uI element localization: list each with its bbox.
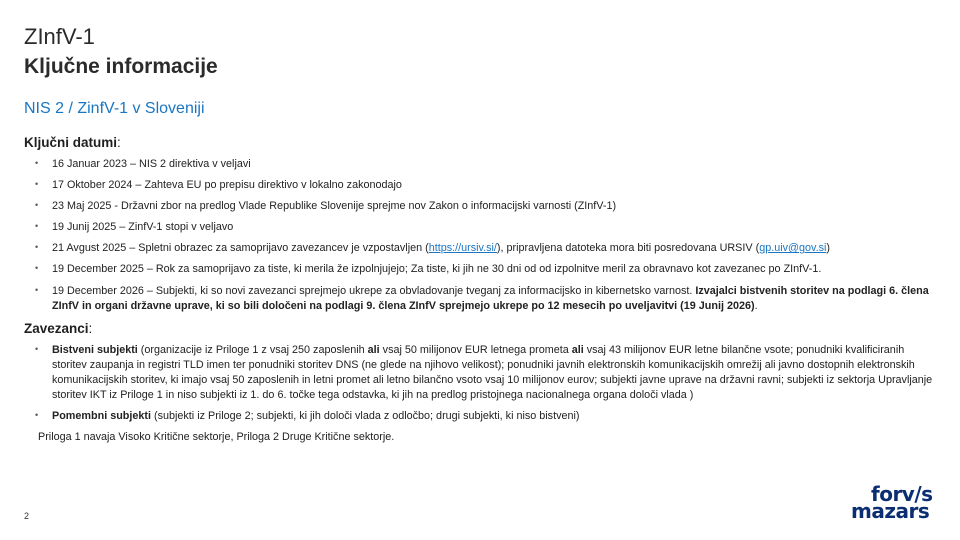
key-dates-list [24,157,936,314]
page-subtitle: Ključne informacije [24,55,218,78]
obligated-heading: Zavezanci: [24,320,93,336]
logo-line-1: forv/s [871,482,933,506]
email-link[interactable]: gp.uiv@gov.si [759,242,827,255]
logo-line-2: mazars [851,499,930,523]
annex-note: Priloga 1 navaja Visoko Kritične sektorje, Priloga 2 Druge Kritične sektorje. [38,431,395,444]
list-item: • Pomembni subjekti (subjekti iz Priloge 2; subjekti, ki jih določi vlada z odločbo; drugi subjekti, ki niso bistveni) [24,409,936,424]
page-number: 2 [24,511,30,521]
list-item: • 21 Avgust 2025 – Spletni obrazec za samoprijavo zavezancev je vzpostavljen (https://ursiv.si/), pripravljena datoteka mora biti posredovana URSIV (gp.uiv@gov.si) [24,241,936,256]
forvis-mazars-logo [851,482,937,523]
list-item: • 19 December 2025 – Rok za samoprijavo za tiste, ki merila že izpolnjujejo; Za tiste, ki jih ne 30 dni od od izpolnitve meril za obravnavo kot zavezanec po ZInfV-1. [24,262,936,277]
ursiv-link[interactable]: https://ursiv.si/ [428,242,497,255]
list-item: • 23 Maj 2025 - Državni zbor na predlog Vlade Republike Slovenije sprejme nov Zakon o informacijski varnosti (ZInfV-1) [24,199,936,214]
section-title: NIS 2 / ZinfV-1 v Sloveniji [24,100,205,117]
page-title: ZInfV-1 [24,24,95,49]
list-item: • 19 December 2026 – Subjekti, ki so novi zavezanci sprejmejo ukrepe za obvladovanje tveganj za informacijsko in kibernetsko varnost. Izvajalci bistvenih storitev na podlagi 6. člena ZInfV in organi državne uprave, ki so bili določeni na podlagi 9. člena ZInfV sprejmejo ukrepe po 12 mesecih po uveljavitvi (19 Junij 2026). [24,284,936,314]
obligated-list [24,343,936,425]
list-item: • Bistveni subjekti (organizacije iz Priloge 1 z vsaj 250 zaposlenih ali vsaj 50 milijonov EUR letnega prometa ali vsaj 43 milijonov EUR letne bilančne vsote; ponudniki kvalificiranih storitev zaupanja in registri TLD imen ter ponudniki storitev DNS (ne glede na njihovo velikost); ponudniki javnih elektronskih komunikacijskih omrežij ali javno dostopnih elektronskih komunikacijskih storitev, ki imajo vsaj 50 zaposlenih in letni promet ali letno bilančno vsoto vsaj 10 milijonov eurov; subjekti javne uprave na državni ravni; subjekti iz sektorja Upravljanje storitev IKT iz Priloge 1 in niso subjekti iz 1. do 6. točke tega odstavka, ki jih na predlog pristojnega nacionalnega organa določi vlada ) [24,343,936,403]
key-dates-heading: Ključni datumi: [24,135,121,150]
list-item: • 19 Junij 2025 – ZinfV-1 stopi v veljavo [24,220,936,235]
list-item: • 16 Januar 2023 – NIS 2 direktiva v veljavi [24,157,936,172]
list-item: • 17 Oktober 2024 – Zahteva EU po prepisu direktivo v lokalno zakonodajo [24,178,936,193]
slide-content [24,134,936,445]
